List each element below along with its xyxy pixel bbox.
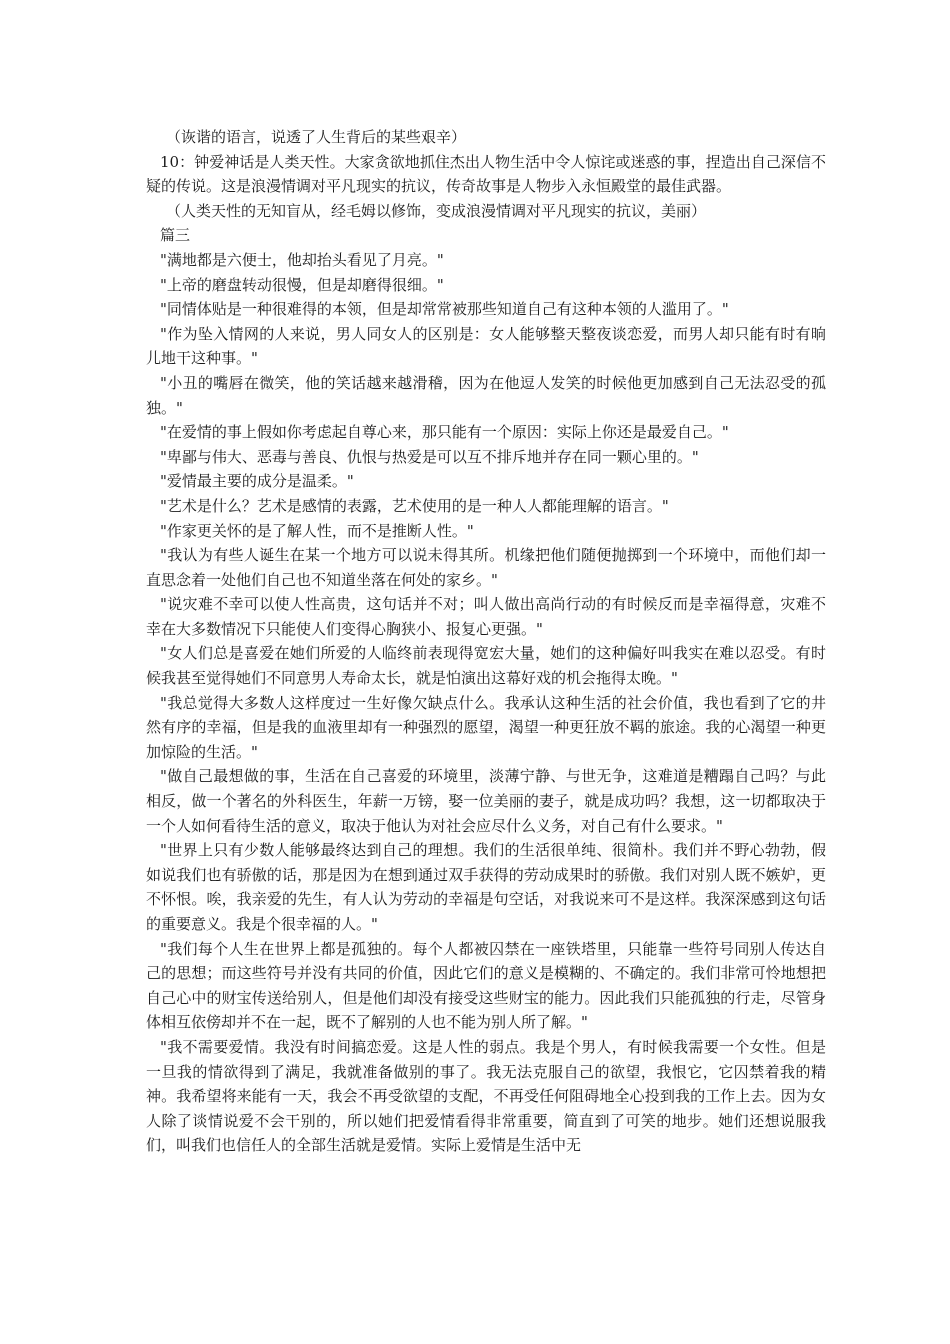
quote-paragraph: "满地都是六便士，他却抬头看见了月亮。" bbox=[160, 250, 444, 269]
document-body bbox=[146, 125, 826, 1158]
quote-paragraph: "作为坠入情网的人来说，男人同女人的区别是：女人能够整天整夜谈恋爱，而男人却只能有时有晌儿地干这种事。" bbox=[146, 324, 826, 368]
annotation-paragraph: （诙谐的语言，说透了人生背后的某些艰辛） bbox=[166, 128, 467, 146]
quote-paragraph: "说灾难不幸可以使人性高贵，这句话并不对；叫人做出高尚行动的有时候反而是幸福得意，灾难不幸在大多数情况下只能使人们变得心胸狭小、报复心更强。" bbox=[146, 595, 826, 638]
quote-paragraph: "爱情最主要的成分是温柔。" bbox=[160, 472, 354, 491]
quote-paragraph: "我总觉得大多数人这样度过一生好像欠缺点什么。我承认这种生活的社会价值，我也看到了它的井然有序的幸福，但是我的血液里却有一种强烈的愿望，渴望一种更狂放不羁的旅途。我的心渴望一种更加惊险的生活。" bbox=[146, 693, 826, 761]
annotation-paragraph: （人类天性的无知盲从，经毛姆以修饰，变成浪漫情调对平凡现实的抗议，美丽） bbox=[166, 201, 707, 220]
quote-paragraph: "艺术是什么？艺术是感情的表露，艺术使用的是一种人人都能理解的语言。" bbox=[160, 496, 669, 515]
quote-paragraph: "我们每个人生在世界上都是孤独的。每个人都被囚禁在一座铁塔里，只能靠一些符号同别人传达自己的思想；而这些符号并没有共同的价值，因此它们的意义是模糊的、不确定的。我们非常可怜地想把自己心中的财宝传送给别人，但是他们却没有接受这些财宝的能力。因此我们只能孤独的行走，尽管身体相互依傍却并不在一起，既不了解别的人也不能为别人所了解。" bbox=[146, 939, 826, 1032]
quote-paragraph: "我不需要爱情。我没有时间搞恋爱。这是人性的弱点。我是个男人，有时候我需要一个女性。但是一旦我的情欲得到了满足，我就准备做别的事了。我无法克服自己的欲望，我恨它，它囚禁着我的精神。我希望将来能有一天，我会不再受欲望的支配，不再受任何阻碍地全心投到我的工作上去。因为女人除了谈情说爱不会干别的，所以她们把爱情看得非常重要，简直到了可笑的地步。她们还想说服我们，叫我们也信任人的全部生活就是爱情。实际上爱情是生活中无 bbox=[146, 1037, 826, 1155]
quote-paragraph: "做自己最想做的事，生活在自己喜爱的环境里，淡薄宁静、与世无争，这难道是糟蹋自己吗？与此相反，做一个著名的外科医生，年薪一万镑，娶一位美丽的妻子，就是成功吗？我想，这一切都取决于一个人如何看待生活的意义，取决于他认为对社会应尽什么义务，对自己有什么要求。" bbox=[146, 767, 826, 835]
quote-paragraph: "我认为有些人诞生在某一个地方可以说未得其所。机缘把他们随便抛掷到一个环境中，而他们却一直思念着一处他们自己也不知道坐落在何处的家乡。" bbox=[146, 546, 826, 589]
quote-paragraph: "在爱情的事上假如你考虑起自尊心来，那只能有一个原因：实际上你还是最爱自己。" bbox=[160, 423, 729, 442]
quote-paragraph: "卑鄙与伟大、恶毒与善良、仇恨与热爱是可以互不排斥地并存在同一颗心里的。" bbox=[160, 447, 699, 466]
quote-paragraph: "同情体贴是一种很难得的本领，但是却常常被那些知道自己有这种本领的人滥用了。" bbox=[160, 300, 729, 319]
body-paragraph: 10：钟爱神话是人类天性。大家贪欲地抓住杰出人物生活中令人惊诧或迷惑的事，捏造出自己深信不疑的传说。这是浪漫情调对平凡现实的抗议，传奇故事是人物步入永恒殿堂的最佳武器。 bbox=[146, 152, 826, 196]
quote-paragraph: "世界上只有少数人能够最终达到自己的理想。我们的生活很单纯、很简朴。我们并不野心勃勃，假如说我们也有骄傲的话，那是因为在想到通过双手获得的劳动成果时的骄傲。我们对别人既不嫉妒，更不怀恨。唉，我亲爱的先生，有人认为劳动的幸福是句空话，对我说来可不是这样。我深深感到这句话的重要意义。我是个很幸福的人。" bbox=[146, 841, 826, 933]
quote-paragraph: "小丑的嘴唇在微笑，他的笑话越来越滑稽，因为在他逗人发笑的时候他更加感到自己无法忍受的孤独。" bbox=[146, 373, 826, 417]
section-heading: 篇三 bbox=[160, 226, 191, 245]
quote-paragraph: "上帝的磨盘转动很慢，但是却磨得很细。" bbox=[160, 275, 444, 294]
quote-paragraph: "作家更关怀的是了解人性，而不是推断人性。" bbox=[160, 521, 474, 540]
quote-paragraph: "女人们总是喜爱在她们所爱的人临终前表现得宽宏大量，她们的这种偏好叫我实在难以忍受。有时候我甚至觉得她们不同意男人寿命太长，就是怕演出这幕好戏的机会拖得太晚。" bbox=[146, 644, 826, 688]
